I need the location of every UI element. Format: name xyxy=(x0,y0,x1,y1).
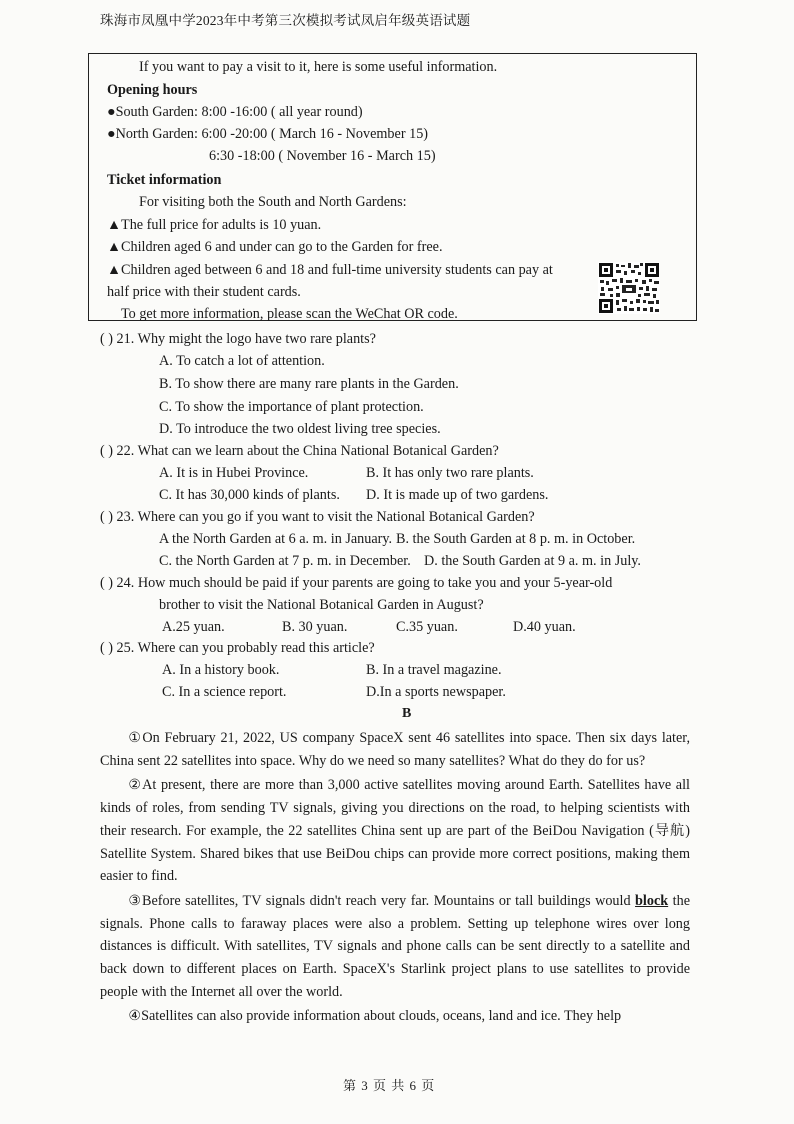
q21-option-d: D. To introduce the two oldest living tree species. xyxy=(159,421,441,437)
more-info: To get more information, please scan the WeChat OR code. xyxy=(121,306,458,322)
p3-text-after: the signals. Phone calls to faraway places were also a problem. Setting up telephone wires over long distances is difficult. With satellites, TV signals and phone calls can be sent directly to a satellite and back down to different places on Earth. SpaceX's Starlink project plans to use satellites to provide people with the Internet all over the world. xyxy=(100,892,690,1000)
north-garden-hours-2: 6:30 -18:00 ( November 16 - March 15) xyxy=(209,148,436,164)
q23-option-d: D. the South Garden at 9 a. m. in July. xyxy=(424,553,641,569)
q22-option-b: B. It has only two rare plants. xyxy=(366,465,534,481)
ticket-intro: For visiting both the South and North Gardens: xyxy=(139,194,407,210)
q22-option-c: C. It has 30,000 kinds of plants. xyxy=(159,487,340,503)
section-b-label: B xyxy=(402,706,412,721)
passage-paragraph-4: ④Satellites can also provide information about clouds, oceans, land and ice. They help xyxy=(128,1008,622,1025)
q22-option-d: D. It is made up of two gardens. xyxy=(366,487,549,503)
q22-option-a: A. It is in Hubei Province. xyxy=(159,465,309,481)
question-24-line-1: ( ) 24. How much should be paid if your parents are going to take you and your 5-year-old xyxy=(100,575,613,591)
q23-option-c: C. the North Garden at 7 p. m. in December. xyxy=(159,553,411,569)
page-number: 第 3 页 共 6 页 xyxy=(343,1078,436,1093)
q21-option-a: A. To catch a lot of attention. xyxy=(159,353,325,369)
q25-option-a: A. In a history book. xyxy=(162,662,280,678)
exam-header: 珠海市凤凰中学2023年中考第三次模拟考试凤启年级英语试题 xyxy=(100,13,471,28)
children-free: ▲Children aged 6 and under can go to the Garden for free. xyxy=(107,239,443,255)
question-25: ( ) 25. Where can you probably read this article? xyxy=(100,640,375,656)
ticket-info-title: Ticket information xyxy=(107,172,222,188)
opening-hours-title: Opening hours xyxy=(107,82,198,98)
q24-option-d: D.40 yuan. xyxy=(513,619,576,635)
q24-option-c: C.35 yuan. xyxy=(396,619,458,635)
question-21: ( ) 21. Why might the logo have two rare plants? xyxy=(100,331,376,347)
question-23: ( ) 23. Where can you go if you want to visit the National Botanical Garden? xyxy=(100,509,535,525)
info-intro: If you want to pay a visit to it, here is some useful information. xyxy=(139,59,498,75)
q25-option-d: D.In a sports newspaper. xyxy=(366,684,506,700)
q25-option-c: C. In a science report. xyxy=(162,684,287,700)
passage-paragraph-1: ①On February 21, 2022, US company SpaceX sent 46 satellites into space. Then six days later, China sent 22 satellites into space. Why do we need so many satellites? What do they do for us? xyxy=(100,730,690,769)
students-half-price-1: ▲Children aged between 6 and 18 and full-time university students can pay at xyxy=(107,262,553,278)
passage-b xyxy=(100,727,690,1028)
q24-option-b: B. 30 yuan. xyxy=(282,619,348,635)
question-22: ( ) 22. What can we learn about the China National Botanical Garden? xyxy=(100,443,499,459)
students-half-price-2: half price with their student cards. xyxy=(107,284,301,300)
south-garden-hours: ●South Garden: 8:00 -16:00 ( all year round) xyxy=(107,104,363,120)
q24-option-a: A.25 yuan. xyxy=(162,619,225,635)
adult-price: ▲The full price for adults is 10 yuan. xyxy=(107,217,322,233)
q25-option-b: B. In a travel magazine. xyxy=(366,662,502,678)
q23-option-a: A the North Garden at 6 a. m. in January. xyxy=(159,531,393,547)
q21-option-c: C. To show the importance of plant protection. xyxy=(159,399,424,415)
p3-text-before: ③Before satellites, TV signals didn't reach very far. Mountains or tall buildings would xyxy=(128,892,636,909)
q23-option-b: B. the South Garden at 8 p. m. in October. xyxy=(396,531,636,547)
wechat-qr-code-icon xyxy=(598,262,660,314)
q21-option-b: B. To show there are many rare plants in the Garden. xyxy=(159,376,459,392)
north-garden-hours-1: ●North Garden: 6:00 -20:00 ( March 16 - November 15) xyxy=(107,126,429,142)
passage-paragraph-2: ②At present, there are more than 3,000 active satellites moving around Earth. Satellites have all kinds of roles, from sending TV signals, giving you directions on the road, to helping scientists with their research. For example, the 22 satellites China sent up are part of the BeiDou Navigation (导航) Satellite System. Shared bikes that use BeiDou chips can provide more correct positions, making them easier to find. xyxy=(100,777,690,885)
passage-paragraph-3 xyxy=(100,890,690,1004)
question-24-line-2: brother to visit the National Botanical Garden in August? xyxy=(159,597,484,613)
block-keyword: block xyxy=(635,892,669,909)
